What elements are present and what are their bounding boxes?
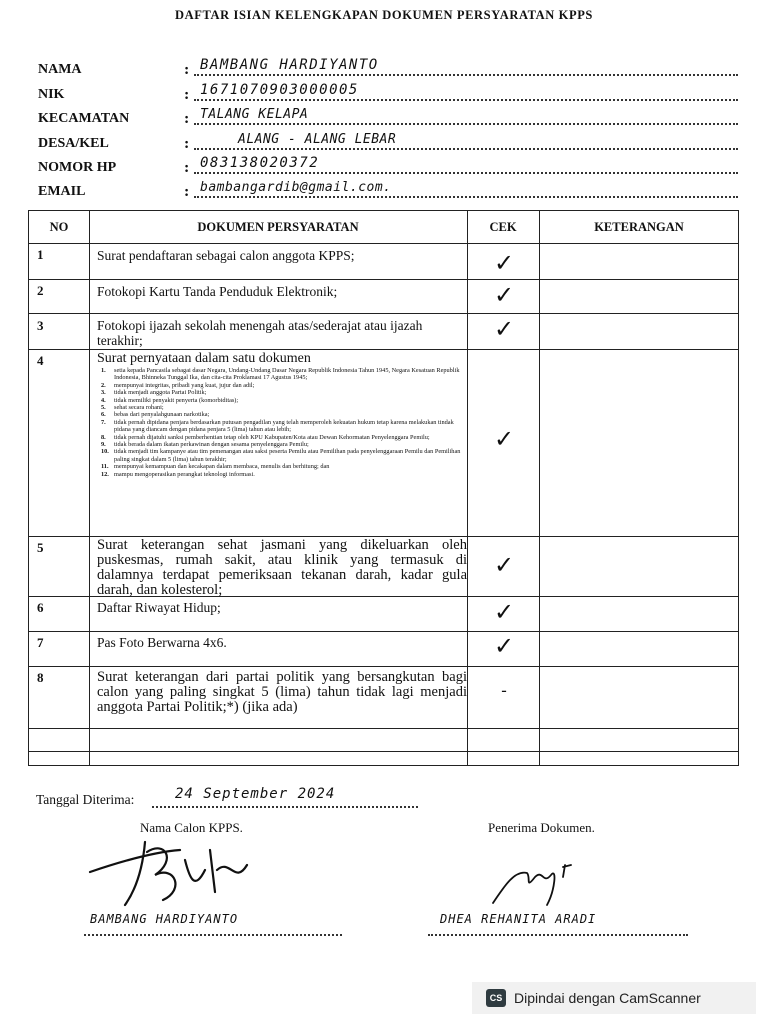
dash-mark: - (501, 681, 507, 700)
row-document: Fotokopi ijazah sekolah menengah atas/sederajat atau ijazah terakhir; (97, 318, 423, 348)
field-desa: DESA/KEL : ALANG - ALANG LEBAR (38, 130, 738, 152)
row-number: 6 (37, 600, 44, 615)
document-title: DAFTAR ISIAN KELENGKAPAN DOKUMEN PERSYARATAN KPPS (175, 8, 593, 22)
signature-calon (85, 830, 255, 910)
field-value: TALANG KELAPA (200, 107, 309, 122)
field-value: ALANG - ALANG LEBAR (238, 132, 397, 147)
check-icon: ✓ (493, 551, 515, 579)
tanggal-label: Tanggal Diterima: (36, 792, 135, 807)
statement-items: 1. setia kepada Pancasila sebagai dasar Negara, Undang-Undang Dasar Negara Republik Indonesia Tahun 1945, Negara Kesatuan Republik Indonesia, Bhinneka Tunggal Ika, dan cita-cita Proklamasi 17 Agustus 1945; 2. mempunyai integritas, pribadi yang kuat, jujur dan adil; 3. tidak menjadi anggota Partai Politik; 4. tidak memiliki penyakit penyerta (komorbiditas); 5. sehat secara rohani; 6. bebas dari penyalahgunaan narkotika; 7. tidak pernah dipidana penjara berdasarkan putusan pengadilan yang telah memperoleh kekuatan hukum tetap karena melakukan tindak pidana yang diancam dengan pidana penjara 5 (lima) tahun atau lebih; 8. tidak pernah dijatuhi sanksi pemberhentian tetap oleh KPU Kabupaten/Kota atau Dewan Kehormatan Penyelenggara Pemilu; 9. tidak berada dalam ikatan perkawinan dengan sesama penyelenggara Pemilu; 10. tidak menjadi tim kampanye atau tim pemenangan atau saksi peserta Pemilu atau Pemilihan pada penyelenggaraan Pemilu dan Pemilihan paling singkat dalam 5 (lima) tahun terakhir; 11. mempunyai kemampuan dan kecakapan dalam membaca, menulis dan berhitung; dan 12. mampu mengoperasikan perangkat teknologi informasi. (101, 367, 461, 478)
row-document: Surat keterangan sehat jasmani yang dikeluarkan oleh puskesmas, rumah sakit, atau klinik yang termasuk di dalamnya terdapat pemeriksaan tekanan darah, kadar gula darah, dan kolesterol; (97, 537, 467, 598)
cs-logo-icon: CS (486, 989, 506, 1007)
check-icon: ✓ (493, 249, 515, 277)
row-number: 7 (37, 635, 44, 650)
header-cek: CEK (489, 219, 517, 234)
field-email: EMAIL : bambangardib@gmail.com. (38, 178, 738, 200)
row-number: 2 (37, 283, 44, 298)
camscanner-text: Dipindai dengan CamScanner (514, 990, 701, 1006)
penerima-name: DHEA REHANITA ARADI (440, 912, 597, 926)
requirements-table (28, 210, 739, 766)
row-number: 3 (37, 318, 44, 333)
tanggal-value: 24 September 2024 (175, 786, 336, 802)
check-icon: ✓ (493, 425, 515, 453)
calon-label: Nama Calon KPPS. (140, 820, 243, 835)
row-document: Surat keterangan dari partai politik yang bersangkutan bagi calon yang paling singkat 5 (lima) tahun tidak lagi menjadi anggota Partai Politik;*) (jika ada) (97, 669, 467, 715)
field-value: 1671070903000005 (200, 82, 359, 98)
check-icon: ✓ (493, 281, 515, 309)
field-value: 083138020372 (200, 155, 320, 171)
penerima-label: Penerima Dokumen. (488, 820, 595, 835)
field-label: NIK (38, 87, 65, 102)
row-number: 1 (37, 247, 44, 262)
header-dokumen: DOKUMEN PERSYARATAN (197, 219, 359, 234)
field-nik: NIK : 1671070903000005 (38, 81, 738, 103)
row-number: 8 (37, 670, 44, 685)
row-document: Surat pernyataan dalam satu dokumen (97, 351, 311, 366)
row-document: Surat pendaftaran sebagai calon anggota KPPS; (97, 248, 355, 263)
row-number: 4 (37, 353, 44, 368)
row-document: Fotokopi Kartu Tanda Penduduk Elektronik; (97, 284, 338, 299)
check-icon: ✓ (493, 598, 515, 626)
row-document: Daftar Riwayat Hidup; (97, 600, 221, 615)
field-value: BAMBANG HARDIYANTO (200, 57, 379, 73)
check-icon: ✓ (493, 315, 515, 343)
check-icon: ✓ (493, 632, 515, 660)
field-nomor-hp: NOMOR HP : 083138020372 (38, 154, 738, 176)
header-no: NO (49, 219, 69, 234)
field-value: bambangardib@gmail.com. (200, 180, 392, 195)
signature-penerima (485, 855, 585, 910)
row-document: Pas Foto Berwarna 4x6. (97, 635, 227, 650)
field-label: DESA/KEL (38, 136, 109, 151)
field-label: KECAMATAN (38, 111, 130, 126)
calon-name: BAMBANG HARDIYANTO (90, 912, 239, 926)
header-keterangan: KETERANGAN (594, 219, 684, 234)
field-label: NAMA (38, 62, 82, 77)
field-nama: NAMA : BAMBANG HARDIYANTO (38, 56, 738, 78)
camscanner-badge (472, 982, 756, 1014)
field-label: EMAIL (38, 184, 86, 199)
field-label: NOMOR HP (38, 160, 117, 175)
field-kecamatan: KECAMATAN : TALANG KELAPA (38, 105, 738, 127)
row-number: 5 (37, 540, 44, 555)
